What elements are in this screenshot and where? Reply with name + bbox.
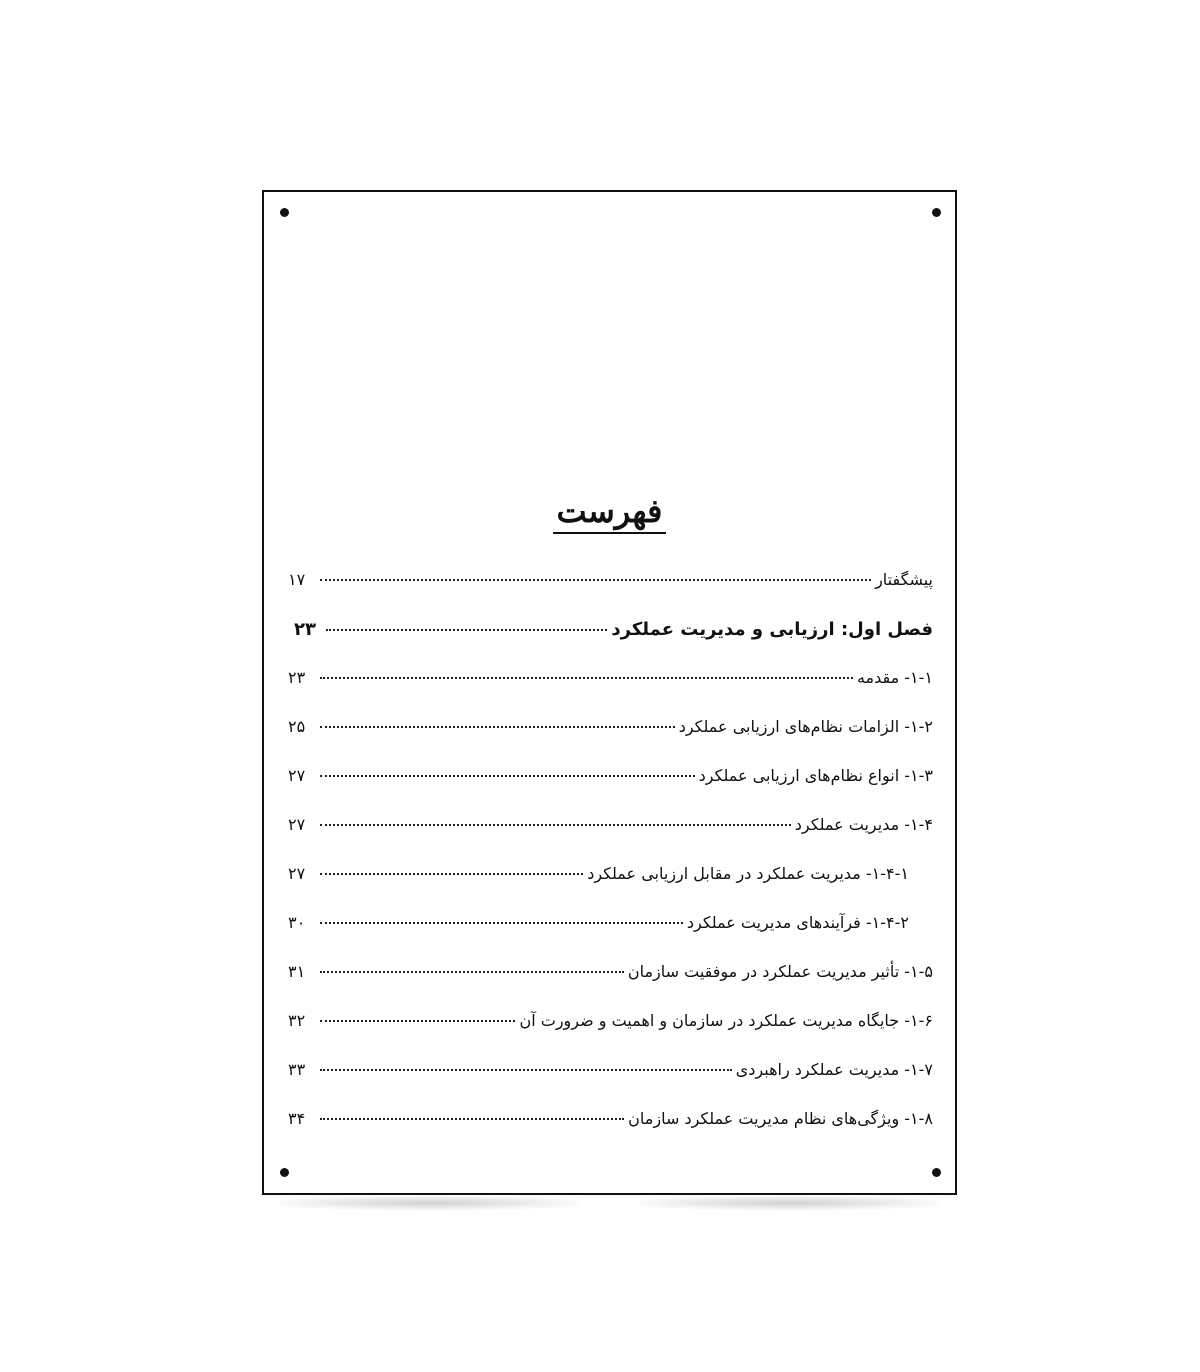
toc-entry-label: ۱-۸- ویژگی‌های نظام مدیریت عملکرد سازمان — [628, 1109, 933, 1128]
toc-entry-label: پیشگفتار — [875, 570, 933, 589]
toc-page-number: ۳۴ — [288, 1109, 306, 1128]
toc-page-number: ۳۲ — [288, 1011, 306, 1030]
toc-entry-label: ۱-۴-۱- مدیریت عملکرد در مقابل ارزیابی عملکرد — [587, 864, 909, 883]
toc-page-number: ۲۷ — [288, 864, 306, 883]
toc-entry-label: ۱-۶- جایگاه مدیریت عملکرد در سازمان و اهمیت و ضرورت آن — [519, 1011, 933, 1030]
book-page — [262, 190, 957, 1195]
toc-page-number: ۲۳ — [288, 668, 306, 687]
toc-dot-leader — [320, 873, 583, 875]
toc-page-number: ۳۰ — [288, 913, 306, 932]
toc-heading — [264, 492, 955, 534]
toc-page-number: ۱۷ — [288, 570, 306, 589]
toc-page-number: ۳۳ — [288, 1060, 306, 1079]
toc-entry-label: ۱-۷- مدیریت عملکرد راهبردی — [735, 1060, 933, 1079]
toc-page-number: ۲۵ — [288, 717, 306, 736]
toc-entry-label: ۱-۲- الزامات نظام‌های ارزیابی عملکرد — [678, 717, 933, 736]
corner-dot-bottom-left — [280, 1168, 289, 1177]
toc-entry-label: ۱-۴- مدیریت عملکرد — [794, 815, 933, 834]
toc-dot-leader — [320, 971, 624, 973]
toc-dot-leader — [326, 629, 607, 631]
toc-entry-row — [288, 864, 933, 913]
corner-dot-top-left — [280, 208, 289, 217]
toc-entry-row — [288, 570, 933, 619]
toc-dot-leader — [320, 726, 675, 728]
toc-dot-leader — [320, 922, 683, 924]
toc-chapter-row — [288, 619, 933, 668]
toc-dot-leader — [320, 1118, 624, 1120]
corner-dot-bottom-right — [932, 1168, 941, 1177]
toc-page-number: ۳۱ — [288, 962, 306, 981]
toc-dot-leader — [320, 775, 695, 777]
toc-entry-row — [288, 913, 933, 962]
corner-dot-top-right — [932, 208, 941, 217]
toc-dot-leader — [320, 1020, 515, 1022]
toc-dot-leader — [320, 579, 871, 581]
toc-page-number: ۲۷ — [288, 766, 306, 785]
toc-title: فهرست — [553, 492, 667, 534]
toc-entry-row — [288, 1060, 933, 1109]
toc-entry-label: ۱-۱- مقدمه — [856, 668, 933, 687]
toc-page-number: ۲۳ — [294, 619, 316, 640]
toc-entry-row — [288, 1011, 933, 1060]
toc-entry-row — [288, 815, 933, 864]
toc-entry-label: فصل اول: ارزیابی و مدیریت عملکرد — [611, 619, 933, 640]
toc-entry-row — [288, 962, 933, 1011]
toc-entry-label: ۱-۴-۲- فرآیندهای مدیریت عملکرد — [686, 913, 909, 932]
toc-entry-row — [288, 766, 933, 815]
toc-entry-label: ۱-۵- تأثیر مدیریت عملکرد در موفقیت سازمان — [627, 962, 933, 981]
page-shadow-left — [280, 1196, 580, 1210]
toc-dot-leader — [320, 1069, 732, 1071]
toc-entry-row — [288, 668, 933, 717]
toc-dot-leader — [320, 824, 791, 826]
page-shadow-right — [640, 1196, 940, 1210]
toc-page-number: ۲۷ — [288, 815, 306, 834]
toc-entry-label: ۱-۳- انواع نظام‌های ارزیابی عملکرد — [698, 766, 933, 785]
toc-entry-row — [288, 1109, 933, 1158]
toc-dot-leader — [320, 677, 853, 679]
toc-entry-row — [288, 717, 933, 766]
table-of-contents — [288, 570, 933, 1158]
